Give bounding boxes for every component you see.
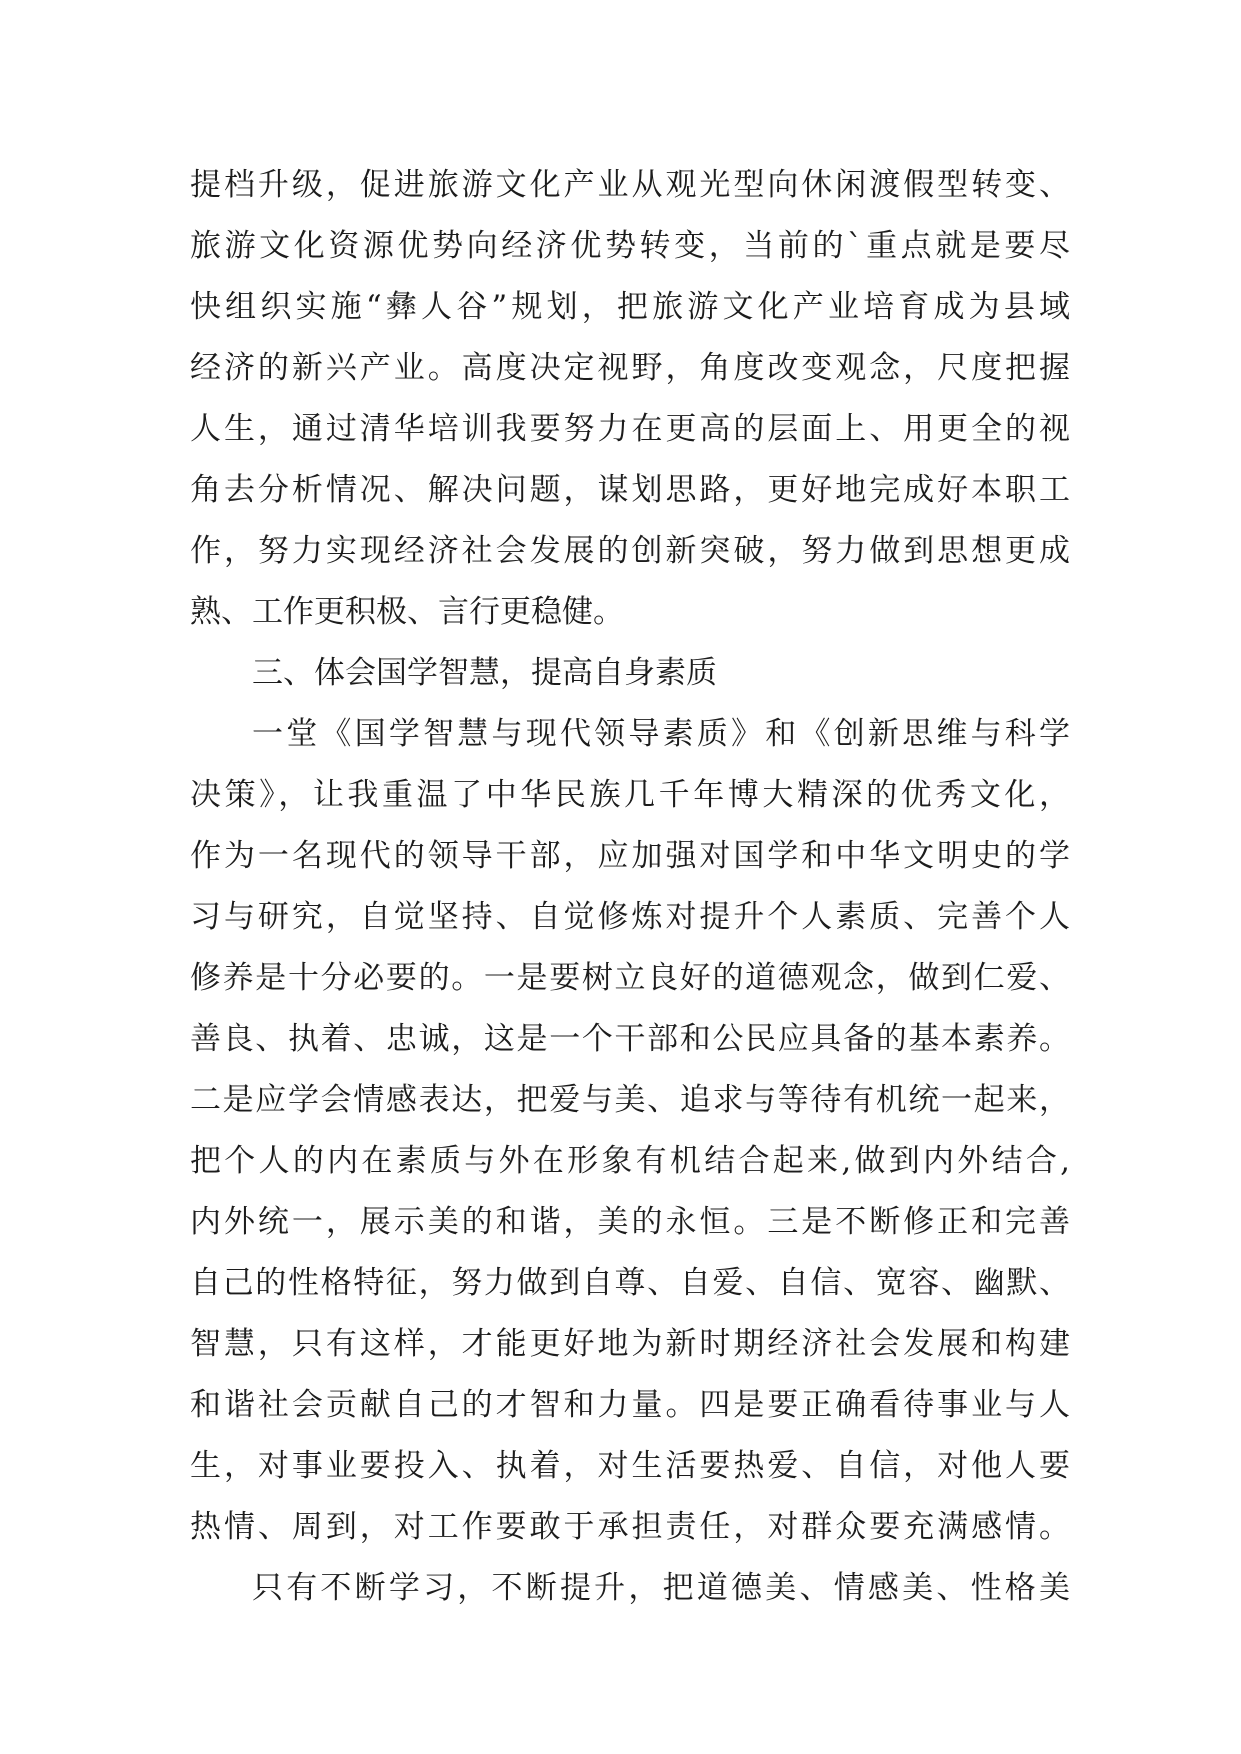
text-line: 决策》，让我重温了中华民族几千年博大精深的优秀文化， bbox=[190, 777, 1070, 813]
text-line: 熟、工作更积极、言行更稳健。 bbox=[190, 594, 624, 630]
text-line: 善良、执着、忠诚，这是一个干部和公民应具备的基本素养。 bbox=[190, 1021, 1070, 1057]
text-line: 角去分析情况、解决问题，谋划思路，更好地完成好本职工 bbox=[190, 472, 1070, 508]
text-line: 智慧，只有这样，才能更好地为新时期经济社会发展和构建 bbox=[190, 1326, 1070, 1362]
text-line: 提档升级，促进旅游文化产业从观光型向休闲渡假型转变、 bbox=[190, 167, 1070, 203]
text-line: 只有不断学习，不断提升，把道德美、情感美、性格美 bbox=[252, 1570, 1070, 1606]
text-line: 作，努力实现经济社会发展的创新突破，努力做到思想更成 bbox=[190, 533, 1070, 569]
body-text bbox=[190, 155, 1070, 1619]
text-line: 快组织实施“彝人谷”规划，把旅游文化产业培育成为县域 bbox=[190, 289, 1070, 325]
text-line: 把个人的内在素质与外在形象有机结合起来,做到内外结合, bbox=[190, 1143, 1070, 1179]
text-line: 二是应学会情感表达，把爱与美、追求与等待有机统一起来， bbox=[190, 1082, 1070, 1118]
text-line: 内外统一，展示美的和谐，美的永恒。三是不断修正和完善 bbox=[190, 1204, 1070, 1240]
text-line: 人生，通过清华培训我要努力在更高的层面上、用更全的视 bbox=[190, 411, 1070, 447]
text-line: 作为一名现代的领导干部，应加强对国学和中华文明史的学 bbox=[190, 838, 1070, 874]
text-line: 旅游文化资源优势向经济优势转变，当前的`重点就是要尽 bbox=[190, 228, 1070, 264]
text-line: 自己的性格特征，努力做到自尊、自爱、自信、宽容、幽默、 bbox=[190, 1265, 1070, 1301]
text-line: 热情、周到，对工作要敢于承担责任，对群众要充满感情。 bbox=[190, 1509, 1070, 1545]
text-line: 生，对事业要投入、执着，对生活要热爱、自信，对他人要 bbox=[190, 1448, 1070, 1484]
text-line: 三、体会国学智慧，提高自身素质 bbox=[252, 655, 717, 691]
text-line: 一堂《国学智慧与现代领导素质》和《创新思维与科学 bbox=[252, 716, 1070, 752]
text-line: 和谐社会贡献自己的才智和力量。四是要正确看待事业与人 bbox=[190, 1387, 1070, 1423]
text-line: 经济的新兴产业。高度决定视野，角度改变观念，尺度把握 bbox=[190, 350, 1070, 386]
text-line: 习与研究，自觉坚持、自觉修炼对提升个人素质、完善个人 bbox=[190, 899, 1070, 935]
text-line: 修养是十分必要的。一是要树立良好的道德观念，做到仁爱、 bbox=[190, 960, 1070, 996]
